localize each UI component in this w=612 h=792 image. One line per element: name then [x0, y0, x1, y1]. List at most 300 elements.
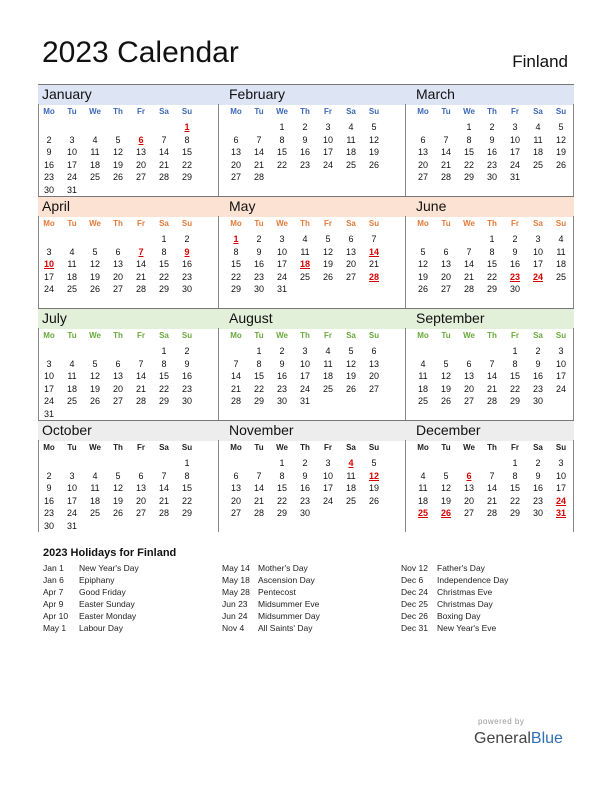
weekday-label: Th	[113, 443, 123, 452]
day-cell: 13	[440, 259, 451, 269]
day-cell: 20	[417, 159, 428, 170]
day-cell: 10	[66, 147, 77, 157]
day-cell: 23	[43, 172, 54, 182]
day-cell: 28	[463, 284, 474, 294]
weekday-label: Fr	[137, 219, 145, 228]
day-cell: 3	[558, 458, 564, 468]
day-cell: 19	[345, 371, 356, 381]
weekday-label: Fr	[324, 107, 332, 116]
holiday-column	[222, 563, 402, 635]
holiday-name: Epiphany	[79, 575, 115, 585]
holiday-date-label: Dec 24	[401, 587, 428, 597]
weekday-label: We	[463, 331, 475, 340]
day-cell: 12	[112, 147, 123, 157]
day-cell: 9	[184, 358, 190, 369]
holiday-item	[401, 563, 581, 575]
day-cell: 24	[43, 284, 54, 294]
day-cell: 15	[276, 483, 287, 493]
day-cell: 6	[138, 470, 144, 481]
holiday-date: 28	[368, 271, 379, 282]
day-cell: 15	[509, 371, 520, 381]
day-cell: 11	[533, 134, 543, 145]
day-cell: 11	[323, 358, 333, 369]
day-cell: 30	[532, 396, 543, 406]
holiday-date: 7	[138, 246, 144, 257]
day-cell: 29	[509, 396, 520, 406]
holiday-date: 23	[509, 271, 520, 282]
weekday-label: Fr	[137, 331, 145, 340]
day-cell: 7	[161, 470, 167, 481]
day-cell: 17	[43, 271, 54, 282]
weekday-label: Fr	[137, 107, 145, 116]
weekday-label: Mo	[230, 331, 242, 340]
month-name: May	[229, 198, 256, 214]
day-cell: 24	[555, 383, 566, 394]
day-cell: 3	[279, 234, 285, 244]
day-cell: 19	[368, 483, 379, 493]
weekday-label: Fr	[324, 443, 332, 452]
holiday-date-label: Nov 12	[401, 563, 428, 573]
day-cell: 22	[158, 271, 169, 282]
holiday-date: 1	[233, 234, 239, 244]
brand-logo[interactable]	[474, 730, 563, 748]
day-cell: 19	[89, 271, 100, 282]
month-name: January	[42, 86, 92, 102]
day-cell: 17	[322, 147, 333, 157]
holiday-name: Father's Day	[437, 563, 485, 573]
day-cell: 19	[112, 495, 123, 506]
holiday-item	[222, 587, 402, 599]
day-cell: 2	[535, 458, 541, 468]
month-name: August	[229, 310, 273, 326]
day-cell: 29	[276, 508, 287, 518]
weekday-label: Fr	[511, 107, 519, 116]
holiday-name: Christmas Eve	[437, 587, 493, 597]
day-cell: 29	[181, 508, 192, 518]
day-cell: 27	[463, 508, 474, 518]
day-cell: 9	[279, 358, 285, 369]
day-cell: 28	[158, 172, 169, 182]
column-divider	[573, 216, 574, 308]
day-cell: 10	[532, 246, 543, 257]
day-cell: 22	[181, 495, 192, 506]
day-cell: 27	[417, 172, 428, 182]
day-cell: 21	[135, 271, 146, 282]
month-name: July	[42, 310, 67, 326]
day-cell: 4	[69, 358, 75, 369]
day-cell: 23	[299, 495, 310, 506]
holiday-date-label: Apr 9	[43, 599, 64, 609]
day-cell: 3	[46, 358, 52, 369]
month-name: June	[416, 198, 447, 214]
holiday-name: Midsummer Day	[258, 611, 320, 621]
day-cell: 11	[418, 483, 428, 493]
day-cell: 6	[420, 134, 426, 145]
day-cell: 23	[43, 508, 54, 518]
column-divider	[38, 440, 39, 532]
day-cell: 6	[233, 134, 239, 145]
holiday-name: New Year's Day	[79, 563, 139, 573]
day-cell: 18	[345, 147, 356, 157]
day-cell: 5	[443, 358, 449, 369]
day-cell: 1	[279, 458, 285, 468]
holiday-date: 6	[466, 470, 472, 481]
day-cell: 11	[346, 134, 356, 145]
day-cell: 30	[43, 520, 54, 531]
weekday-label: Th	[487, 107, 497, 116]
day-cell: 29	[253, 396, 264, 406]
day-cell: 7	[466, 246, 472, 257]
day-cell: 3	[512, 122, 518, 132]
day-cell: 8	[466, 134, 472, 145]
country-label: Finland	[512, 52, 568, 71]
day-cell: 20	[463, 495, 474, 506]
weekday-label: Sa	[533, 331, 543, 340]
day-cell: 6	[466, 358, 472, 369]
day-cell: 18	[66, 383, 77, 394]
day-cell: 24	[276, 271, 287, 282]
weekday-label: Su	[368, 443, 380, 452]
month-name: March	[416, 86, 455, 102]
day-cell: 3	[46, 246, 52, 257]
day-cell: 22	[181, 159, 192, 170]
weekday-label: Sa	[159, 331, 169, 340]
day-cell: 25	[532, 159, 543, 170]
day-cell: 11	[418, 371, 428, 381]
day-cell: 15	[181, 147, 192, 157]
holiday-name: Christmas Day	[437, 599, 493, 609]
holiday-name: Midsummer Eve	[258, 599, 320, 609]
holiday-item	[222, 599, 402, 611]
weekday-label: We	[463, 443, 475, 452]
day-cell: 7	[233, 358, 239, 369]
day-cell: 1	[161, 346, 167, 356]
day-cell: 2	[489, 122, 495, 132]
day-cell: 13	[135, 483, 146, 493]
weekday-label: Su	[555, 331, 567, 340]
brand-general: General	[474, 730, 531, 747]
day-cell: 11	[346, 470, 356, 481]
day-cell: 19	[440, 383, 451, 394]
weekday-label: Tu	[67, 219, 77, 228]
day-cell: 12	[89, 371, 100, 381]
day-cell: 22	[230, 271, 241, 282]
day-cell: 30	[509, 284, 520, 294]
month-name: December	[416, 422, 481, 438]
day-cell: 14	[486, 483, 497, 493]
day-cell: 20	[368, 371, 379, 381]
day-cell: 13	[345, 246, 356, 257]
weekday-label: Tu	[441, 219, 451, 228]
day-cell: 17	[555, 371, 566, 381]
weekday-label: Mo	[43, 331, 55, 340]
day-cell: 15	[509, 483, 520, 493]
day-cell: 20	[230, 159, 241, 170]
weekday-label: Su	[368, 219, 380, 228]
day-cell: 13	[368, 358, 379, 369]
column-divider	[405, 216, 406, 308]
day-cell: 5	[92, 246, 98, 257]
day-cell: 8	[512, 470, 518, 481]
day-cell: 25	[417, 396, 428, 406]
day-cell: 18	[532, 147, 543, 157]
day-cell: 20	[463, 383, 474, 394]
day-cell: 13	[230, 147, 241, 157]
day-cell: 28	[135, 396, 146, 406]
column-divider	[405, 104, 406, 196]
day-cell: 10	[299, 358, 310, 369]
holiday-date-label: Apr 7	[43, 587, 64, 597]
holiday-date: 10	[43, 259, 54, 269]
day-cell: 18	[345, 483, 356, 493]
holiday-column	[43, 563, 223, 635]
day-cell: 30	[276, 396, 287, 406]
day-cell: 22	[463, 159, 474, 170]
day-cell: 2	[512, 234, 518, 244]
column-divider	[573, 328, 574, 420]
day-cell: 11	[90, 483, 100, 493]
day-cell: 28	[253, 172, 264, 182]
day-cell: 22	[486, 271, 497, 282]
day-cell: 10	[43, 371, 54, 381]
day-cell: 15	[486, 259, 497, 269]
day-cell: 12	[112, 483, 123, 493]
holiday-date-label: May 18	[222, 575, 250, 585]
day-cell: 14	[135, 371, 146, 381]
holiday-date: 12	[368, 470, 379, 481]
day-cell: 5	[443, 470, 449, 481]
holiday-date: 14	[368, 246, 379, 257]
day-cell: 26	[89, 396, 100, 406]
day-cell: 12	[322, 246, 333, 257]
weekday-label: Tu	[254, 107, 264, 116]
day-cell: 5	[348, 346, 354, 356]
column-divider	[218, 440, 219, 532]
day-cell: 30	[486, 172, 497, 182]
weekday-label: Su	[555, 219, 567, 228]
day-cell: 17	[66, 159, 77, 170]
day-cell: 12	[345, 358, 356, 369]
day-cell: 16	[276, 371, 287, 381]
day-cell: 19	[89, 383, 100, 394]
month-header-band	[38, 308, 574, 329]
holiday-date: 31	[555, 508, 566, 518]
day-cell: 22	[509, 383, 520, 394]
day-cell: 7	[161, 134, 167, 145]
day-cell: 12	[440, 371, 451, 381]
holiday-item	[43, 563, 223, 575]
day-cell: 12	[417, 259, 428, 269]
day-cell: 7	[138, 358, 144, 369]
day-cell: 9	[46, 483, 52, 493]
day-cell: 13	[112, 259, 123, 269]
holiday-date: 1	[184, 122, 190, 132]
weekday-label: Fr	[137, 443, 145, 452]
day-cell: 24	[66, 508, 77, 518]
column-divider	[573, 440, 574, 532]
day-cell: 10	[322, 134, 333, 145]
day-cell: 29	[158, 284, 169, 294]
day-cell: 16	[253, 259, 264, 269]
day-cell: 26	[345, 383, 356, 394]
day-cell: 23	[181, 383, 192, 394]
day-cell: 15	[181, 483, 192, 493]
weekday-label: Su	[368, 331, 380, 340]
weekday-label: Tu	[441, 107, 451, 116]
day-cell: 12	[368, 134, 379, 145]
day-cell: 23	[299, 159, 310, 170]
day-cell: 25	[66, 284, 77, 294]
day-cell: 30	[299, 508, 310, 518]
day-cell: 14	[158, 147, 169, 157]
weekday-label: We	[463, 107, 475, 116]
day-cell: 23	[181, 271, 192, 282]
day-cell: 22	[276, 159, 287, 170]
day-cell: 19	[440, 495, 451, 506]
day-cell: 1	[466, 122, 472, 132]
day-cell: 16	[181, 259, 192, 269]
holiday-item	[43, 599, 223, 611]
day-cell: 23	[486, 159, 497, 170]
day-cell: 27	[440, 284, 451, 294]
weekday-label: We	[89, 331, 101, 340]
column-divider	[218, 104, 219, 196]
day-cell: 24	[66, 172, 77, 182]
day-cell: 1	[256, 346, 262, 356]
day-cell: 4	[535, 122, 541, 132]
day-cell: 22	[509, 495, 520, 506]
weekday-label: Th	[300, 107, 310, 116]
day-cell: 13	[417, 147, 428, 157]
holiday-date: 9	[184, 246, 190, 257]
weekday-label: Tu	[441, 443, 451, 452]
weekday-label: Th	[487, 443, 497, 452]
day-cell: 18	[417, 383, 428, 394]
weekday-label: Mo	[417, 331, 429, 340]
holiday-date-label: Nov 4	[222, 623, 245, 633]
day-cell: 16	[509, 259, 520, 269]
weekday-label: Mo	[417, 443, 429, 452]
day-cell: 11	[300, 246, 310, 257]
holiday-item	[222, 611, 402, 623]
day-cell: 8	[512, 358, 518, 369]
day-cell: 7	[371, 234, 377, 244]
day-cell: 26	[368, 495, 379, 506]
day-cell: 26	[417, 284, 428, 294]
month-name: November	[229, 422, 294, 438]
weekday-label: Su	[181, 219, 193, 228]
day-cell: 21	[440, 159, 451, 170]
day-cell: 5	[371, 122, 377, 132]
month-name: September	[416, 310, 485, 326]
day-cell: 29	[486, 284, 497, 294]
holiday-date: 6	[138, 134, 144, 145]
day-cell: 18	[417, 495, 428, 506]
day-cell: 30	[181, 284, 192, 294]
day-cell: 26	[112, 508, 123, 518]
weekday-label: Tu	[254, 443, 264, 452]
column-divider	[405, 328, 406, 420]
day-cell: 10	[322, 470, 333, 481]
day-cell: 11	[67, 259, 77, 269]
day-cell: 5	[371, 458, 377, 468]
day-cell: 24	[509, 159, 520, 170]
day-cell: 14	[440, 147, 451, 157]
quarter-row	[38, 84, 574, 196]
day-cell: 3	[69, 470, 75, 481]
holiday-name: Boxing Day	[437, 611, 481, 621]
day-cell: 22	[158, 383, 169, 394]
day-cell: 29	[509, 508, 520, 518]
column-divider	[38, 104, 39, 196]
day-cell: 5	[558, 122, 564, 132]
day-cell: 2	[302, 458, 308, 468]
day-cell: 15	[158, 371, 169, 381]
holiday-name: All Saints' Day	[258, 623, 313, 633]
day-cell: 20	[135, 159, 146, 170]
day-cell: 11	[556, 246, 566, 257]
day-cell: 8	[256, 358, 262, 369]
holiday-name: Independence Day	[437, 575, 509, 585]
weekday-label: We	[89, 443, 101, 452]
day-cell: 21	[230, 383, 241, 394]
month-header-band	[38, 420, 574, 441]
day-cell: 19	[417, 271, 428, 282]
day-cell: 10	[555, 470, 566, 481]
day-cell: 2	[256, 234, 262, 244]
day-cell: 21	[135, 383, 146, 394]
day-cell: 4	[325, 346, 331, 356]
day-cell: 11	[67, 371, 77, 381]
day-cell: 22	[276, 495, 287, 506]
holiday-date: 24	[532, 271, 543, 282]
day-cell: 14	[253, 483, 264, 493]
day-cell: 8	[161, 358, 167, 369]
holiday-item	[43, 611, 223, 623]
day-cell: 31	[66, 520, 77, 531]
day-cell: 3	[325, 458, 331, 468]
holiday-date-label: May 1	[43, 623, 67, 633]
holiday-item	[222, 563, 402, 575]
day-cell: 4	[558, 234, 564, 244]
day-cell: 10	[66, 483, 77, 493]
holiday-name: Mother's Day	[258, 563, 308, 573]
day-cell: 3	[69, 134, 75, 145]
day-cell: 5	[420, 246, 426, 257]
month-name: April	[42, 198, 71, 214]
holiday-item	[401, 623, 581, 635]
day-cell: 7	[489, 358, 495, 369]
day-cell: 20	[112, 383, 123, 394]
weekday-label: Su	[181, 331, 193, 340]
day-cell: 21	[463, 271, 474, 282]
weekday-label: Tu	[254, 331, 264, 340]
day-cell: 21	[486, 383, 497, 394]
brand-blue: Blue	[530, 730, 563, 747]
day-cell: 26	[322, 271, 333, 282]
holiday-item	[43, 587, 223, 599]
day-cell: 17	[532, 259, 543, 269]
day-cell: 16	[43, 159, 54, 170]
weekday-label: Th	[300, 443, 310, 452]
day-cell: 6	[443, 246, 449, 257]
holiday-item	[43, 623, 223, 635]
day-cell: 8	[279, 134, 285, 145]
day-cell: 9	[535, 470, 541, 481]
day-cell: 10	[276, 246, 287, 257]
day-cell: 29	[158, 396, 169, 406]
day-cell: 16	[43, 495, 54, 506]
